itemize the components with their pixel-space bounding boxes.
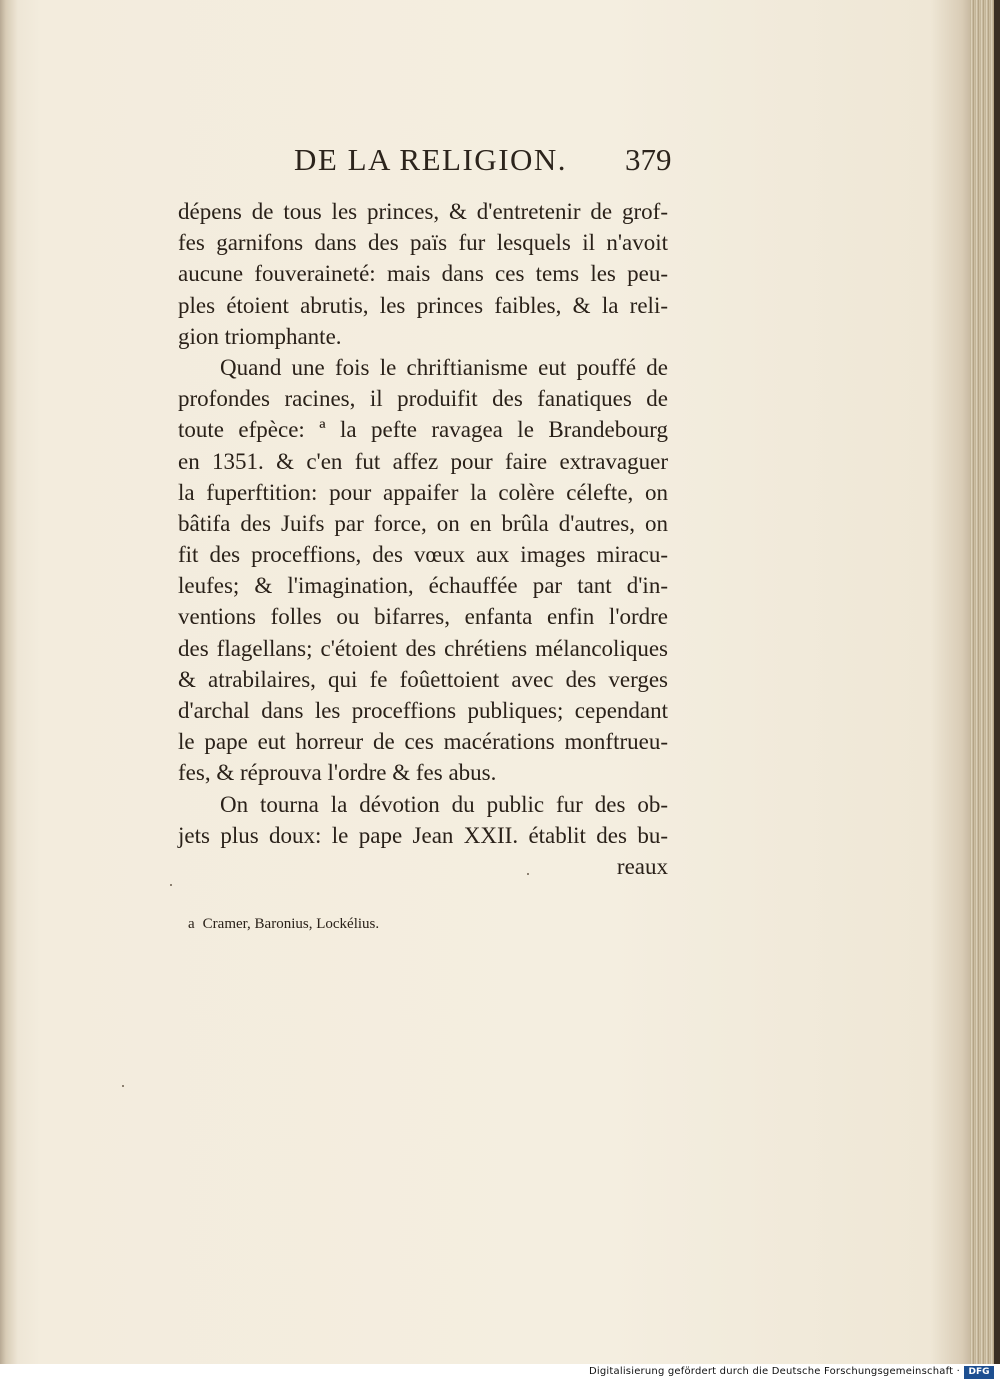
page-number: 379 — [625, 142, 672, 177]
text-line: aucune fouveraineté: mais dans ces tems les peu- — [178, 261, 668, 287]
footnote — [188, 916, 379, 933]
text-line: On tourna la dévotion du public fur des ob- — [220, 791, 668, 817]
paper-speck — [527, 873, 529, 875]
text-line: profondes racines, il produifit des fanatiques de — [178, 386, 668, 412]
text-line: en 1351. & c'en fut affez pour faire extravaguer — [178, 448, 668, 474]
dfg-logo: DFG — [964, 1366, 994, 1379]
text-line: le pape eut horreur de ces macérations monftrueu- — [178, 729, 668, 755]
catchword: reaux — [616, 853, 668, 879]
text-line: leufes; & l'imagination, échauffée par tant d'in- — [178, 573, 668, 599]
paper-speck — [170, 884, 172, 886]
text-line: dépens de tous les princes, & d'entretenir de grof- — [178, 199, 668, 224]
body-text — [178, 196, 668, 882]
footnote-text: Cramer, Baronius, Lockélius. — [202, 916, 380, 932]
text-line: & atrabilaires, qui fe foûettoient avec des verges — [178, 666, 668, 692]
book-spine-shadow — [994, 0, 1000, 1364]
text-line: la fuperftition: pour appaifer la colère célefte, on — [178, 479, 668, 505]
text-line: fes, & réprouva l'ordre & fes abus. — [178, 760, 497, 786]
running-head — [0, 142, 1000, 192]
paper-speck — [122, 1085, 124, 1087]
text-line: d'archal dans les proceffions publiques; cependant — [178, 698, 668, 723]
text-line: bâtifa des Juifs par force, on en brûla d'autres, on — [178, 510, 668, 536]
running-head-title: DE LA RELIGION. — [294, 142, 568, 177]
text-line: ples étoient abrutis, les princes faibles, & la reli- — [178, 292, 668, 318]
footnote-mark: a — [188, 916, 195, 932]
text-line: toute efpèce: ª la pefte ravagea le Brandebourg — [178, 417, 668, 443]
text-line: fes garnifons dans des païs fur lesquels il n'avoit — [178, 230, 668, 256]
text-line: gion triomphante. — [178, 323, 342, 349]
text-line: des flagellans; c'étoient des chrétiens mélancoliques — [178, 635, 668, 661]
text-line: fit des proceffions, des vœux aux images miracu- — [178, 542, 668, 568]
digitization-credit: Digitalisierung gefördert durch die Deutsche Forschungsgemeinschaft · — [589, 1366, 960, 1377]
text-line: jets plus doux: le pape Jean XXII. établit des bu- — [178, 822, 668, 848]
text-line: Quand une fois le chriftianisme eut pouffé de — [220, 354, 668, 380]
text-line: ventions folles ou bifarres, enfanta enfin l'ordre — [178, 604, 668, 630]
